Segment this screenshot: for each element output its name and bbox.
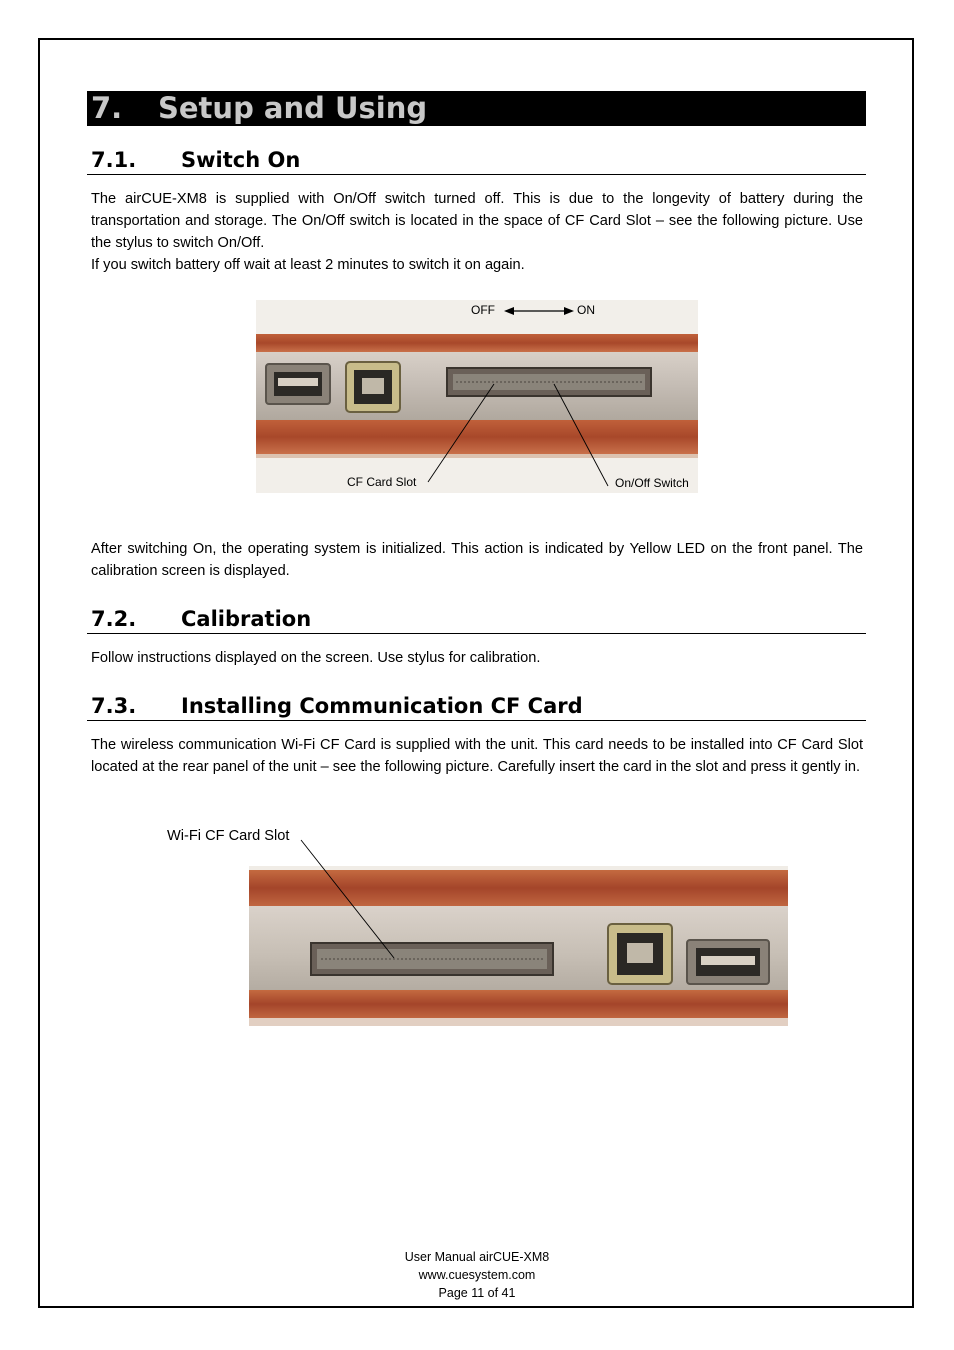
section-title: Installing Communication CF Card xyxy=(181,694,583,718)
figure-label-off: OFF xyxy=(471,303,495,317)
chapter-number: 7. xyxy=(91,91,123,125)
footer-manual-title: User Manual airCUE-XM8 xyxy=(404,1250,550,1264)
switch-on-note: If you switch battery off wait at least 2 minutes to switch it on again. xyxy=(91,257,525,273)
cf-card-paragraph: The wireless communication Wi-Fi CF Card is supplied with the unit. This card needs to be installed into CF Card Slot located at the rear panel of the unit – see the following picture. Carefully insert the card in the slot and press it gently in. xyxy=(91,737,863,775)
footer-website: www.cuesystem.com xyxy=(418,1268,536,1282)
footer-page-number: Page 11 of 41 xyxy=(438,1286,516,1300)
figure-label-on: ON xyxy=(577,303,595,317)
chapter-title: Setup and Using xyxy=(158,91,428,125)
section-number: 7.2. xyxy=(91,607,137,631)
figure-label-cf-slot: CF Card Slot xyxy=(347,475,417,489)
footer xyxy=(0,1248,954,1302)
figure-label-wifi-slot: Wi-Fi CF Card Slot xyxy=(167,828,290,844)
figure-label-switch: On/Off Switch xyxy=(615,476,689,490)
calibration-paragraph: Follow instructions displayed on the screen. Use stylus for calibration. xyxy=(91,650,541,666)
section-title: Calibration xyxy=(181,607,312,631)
section-number: 7.3. xyxy=(91,694,137,718)
section-title: Switch On xyxy=(181,148,301,172)
switch-on-paragraph: The airCUE-XM8 is supplied with On/Off switch turned off. This is due to the longevity of battery during the transportation and storage. The On/Off switch is located in the space of CF Card Slot – see the following picture. Use the stylus to switch On/Off. xyxy=(91,191,863,251)
section-number: 7.1. xyxy=(91,148,137,172)
after-switch-paragraph: After switching On, the operating system is initialized. This action is indicated by Yellow LED on the front panel. The calibration screen is displayed. xyxy=(91,541,863,579)
